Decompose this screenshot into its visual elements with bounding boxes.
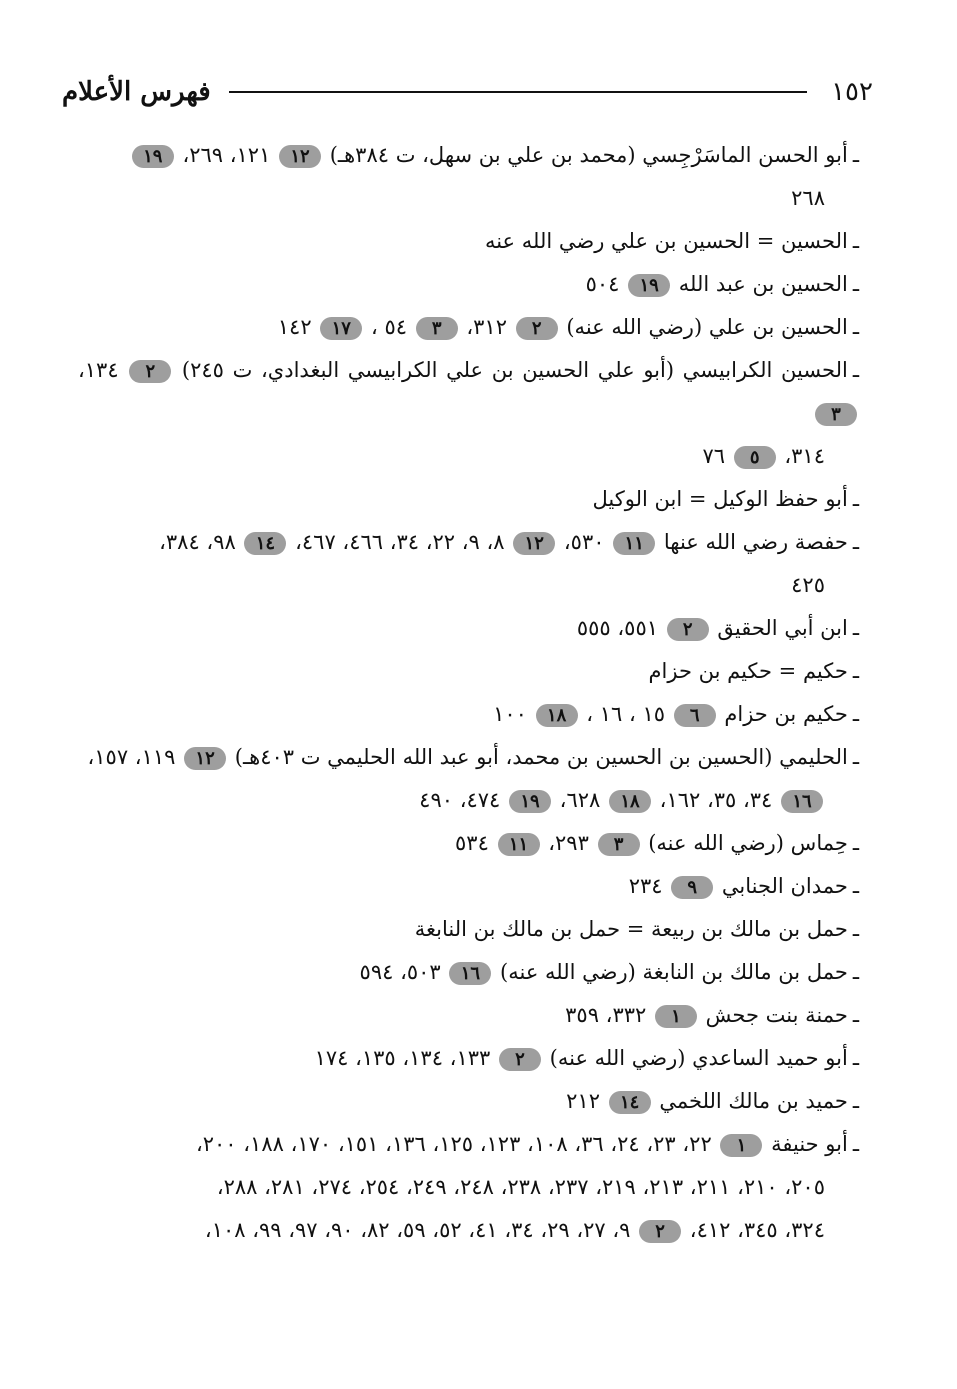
volume-number-badge: ٩ — [671, 876, 713, 899]
index-entries — [78, 134, 859, 1252]
index-entry — [78, 521, 859, 607]
index-entry — [78, 1037, 859, 1080]
entry-text: أبو حميد الساعدي (رضي الله عنه) — [542, 1046, 848, 1070]
entry-continuation — [78, 779, 825, 822]
entry-text: ٦٢٨، — [553, 788, 607, 812]
index-entry — [78, 263, 859, 306]
entry-text: ٥٠٤ — [585, 272, 627, 296]
volume-number-badge: ٣ — [815, 403, 857, 426]
volume-number-badge: ١٦ — [781, 790, 823, 813]
entry-text: حكيم بن حزام — [717, 702, 848, 726]
index-entry — [78, 134, 859, 220]
entry-text: حِماس (رضي الله عنه) — [641, 831, 848, 855]
page-number: ١٥٢ — [831, 77, 873, 107]
index-entry — [78, 1123, 859, 1252]
volume-number-badge: ٢ — [516, 317, 558, 340]
entry-dash: ـ — [852, 1046, 859, 1070]
entry-dash: ـ — [852, 745, 859, 769]
entry-dash: ـ — [852, 1132, 859, 1156]
volume-number-badge: ١٧ — [320, 317, 362, 340]
entry-text: ٢٩٣، — [541, 831, 596, 855]
volume-number-badge: ٢ — [129, 360, 171, 383]
volume-number-badge: ٣ — [598, 833, 640, 856]
entry-text: ٢٣٤ — [628, 874, 670, 898]
volume-number-badge: ٥ — [734, 446, 776, 469]
entry-dash: ـ — [852, 143, 859, 167]
index-entry — [78, 994, 859, 1037]
entry-continuation — [78, 1166, 825, 1209]
entry-continuation — [78, 177, 825, 220]
entry-dash: ـ — [852, 1003, 859, 1027]
entry-text: الحسين الكرابيسي (أبو علي الحسين بن علي الكرابيسي البغدادي، ت ٢٤٥) — [173, 358, 848, 382]
volume-number-badge: ١٢ — [279, 145, 321, 168]
entry-text: ٥٤ ، — [364, 315, 414, 339]
entry-text: ٥٣٠، — [557, 530, 612, 554]
volume-number-badge: ١ — [720, 1134, 762, 1157]
entry-dash: ـ — [852, 315, 859, 339]
index-entry — [78, 607, 859, 650]
volume-number-badge: ٦ — [674, 704, 716, 727]
entry-text: ٩٨، ٣٨٤، — [159, 530, 243, 554]
entry-text: الحسين = الحسين بن علي رضي الله عنه — [484, 229, 848, 253]
entry-continuation — [78, 564, 825, 607]
entry-text: ٥٣٤ — [455, 831, 496, 855]
entry-text: الحسين بن علي (رضي الله عنه) — [559, 315, 848, 339]
entry-text: الحسين بن عبد الله — [672, 272, 848, 296]
volume-number-badge: ١١ — [613, 532, 655, 555]
entry-text: ٤٢٥ — [791, 573, 825, 597]
entry-text: حكيم = حكيم بن حزام — [648, 659, 848, 683]
entry-dash: ـ — [852, 1089, 859, 1113]
index-entry — [78, 220, 859, 263]
index-entry — [78, 693, 859, 736]
entry-text: ٥٥١، ٥٥٥ — [576, 616, 665, 640]
entry-text: حمنة بنت جحش — [698, 1003, 848, 1027]
page-header — [62, 72, 873, 112]
entry-text: ٢٠٥، ٢١٠، ٢١١، ٢١٣، ٢١٩، ٢٣٧، ٢٣٨، ٢٤٨، ٢٤٩، ٢٥٤، ٢٧٤، ٢٨١، ٢٨٨، — [216, 1175, 825, 1199]
volume-number-badge: ١٤ — [244, 532, 286, 555]
entry-dash: ـ — [852, 659, 859, 683]
entry-text: أبو حنيفة — [764, 1132, 848, 1156]
entry-text: حفصة رضي الله عنها — [657, 530, 848, 554]
entry-dash: ـ — [852, 358, 860, 382]
entry-text: حمل بن مالك بن ربيعة = حمل بن مالك بن النابغة — [414, 917, 848, 941]
entry-text: ٧٦ — [702, 444, 732, 468]
volume-number-badge: ١٨ — [609, 790, 651, 813]
entry-text: ٥٠٣، ٥٩٤ — [359, 960, 448, 984]
entry-text: ٢٦٨ — [791, 186, 825, 210]
volume-number-badge: ٣ — [416, 317, 458, 340]
entry-dash: ـ — [852, 229, 859, 253]
entry-text: ١٣٣، ١٣٤، ١٣٥، ١٧٤ — [314, 1046, 497, 1070]
index-entry — [78, 306, 859, 349]
entry-text: أبو حفظ الوكيل = ابن الوكيل — [592, 487, 848, 511]
volume-number-badge: ١٩ — [132, 145, 174, 168]
index-entry — [78, 736, 859, 822]
entry-dash: ـ — [852, 874, 859, 898]
index-entry — [78, 349, 859, 478]
entry-text: ١٥ ، ١٦ ، — [579, 702, 672, 726]
volume-number-badge: ١٩ — [628, 274, 670, 297]
volume-number-badge: ١٨ — [536, 704, 578, 727]
entry-dash: ـ — [852, 530, 859, 554]
entry-dash: ـ — [852, 960, 859, 984]
entry-text: الحليمي (الحسين بن الحسين بن محمد، أبو عبد الله الحليمي ت ٤٠٣هـ) — [228, 745, 848, 769]
entry-dash: ـ — [852, 272, 859, 296]
volume-number-badge: ٢ — [639, 1220, 681, 1243]
entry-dash: ـ — [852, 831, 859, 855]
volume-number-badge: ١٦ — [449, 962, 491, 985]
entry-text: ٣١٤، — [777, 444, 825, 468]
entry-text: ١٤٢ — [277, 315, 319, 339]
entry-dash: ـ — [852, 487, 859, 511]
entry-continuation — [78, 435, 825, 478]
entry-text: ٣٤، ٣٥، ١٦٢، — [652, 788, 779, 812]
entry-text: ١٣٤، — [78, 358, 128, 382]
entry-text: ١٠٠ — [493, 702, 534, 726]
volume-number-badge: ١٤ — [609, 1091, 651, 1114]
index-entry — [78, 478, 859, 521]
index-entry — [78, 1080, 859, 1123]
entry-text: ١١٩، ١٥٧، — [87, 745, 183, 769]
volume-number-badge: ١١ — [498, 833, 540, 856]
running-title: فهرس الأعلام — [62, 77, 211, 107]
entry-continuation — [78, 1209, 825, 1252]
volume-number-badge: ١٩ — [509, 790, 551, 813]
volume-number-badge: ١٢ — [513, 532, 555, 555]
volume-number-badge: ٢ — [667, 618, 709, 641]
entry-dash: ـ — [852, 616, 859, 640]
index-entry — [78, 650, 859, 693]
entry-text: ٨، ٩، ٢٢، ٣٤، ٤٦٦، ٤٦٧، — [288, 530, 512, 554]
entry-dash: ـ — [852, 702, 859, 726]
index-entry — [78, 822, 859, 865]
entry-text: ابن أبي الحقيق — [710, 616, 848, 640]
volume-number-badge: ١٢ — [184, 747, 226, 770]
entry-text: حميد بن مالك اللخمي — [652, 1089, 848, 1113]
entry-text: ٣٢٤، ٣٤٥، ٤١٢، — [683, 1218, 825, 1242]
header-rule — [229, 91, 807, 93]
volume-number-badge: ١ — [655, 1005, 697, 1028]
volume-number-badge: ٢ — [499, 1048, 541, 1071]
entry-text: ٣١٢، — [459, 315, 514, 339]
entry-text: ١٢١، ٢٦٩، — [175, 143, 278, 167]
index-entry — [78, 865, 859, 908]
entry-text: ٣٣٢، ٣٥٩ — [565, 1003, 653, 1027]
entry-text: ٤٧٤، ٤٩٠ — [419, 788, 507, 812]
entry-text: حمل بن مالك بن النابغة (رضي الله عنه) — [493, 960, 848, 984]
index-entry — [78, 951, 859, 994]
entry-text: حمدان الجنابي — [715, 874, 848, 898]
entry-text: ٩، ٢٧، ٢٩، ٣٤، ٤١، ٥٢، ٥٩، ٨٢، ٩٠، ٩٧، ٩٩، ١٠٨، — [204, 1218, 638, 1242]
entry-text: أبو الحسن الماسَرْجِسي (محمد بن علي بن سهل، ت ٣٨٤هـ) — [323, 143, 848, 167]
entry-dash: ـ — [852, 917, 859, 941]
entry-text: ٢١٢ — [566, 1089, 607, 1113]
index-entry — [78, 908, 859, 951]
entry-text: ٢٢، ٢٣، ٢٤، ٣٦، ١٠٨، ١٢٣، ١٢٥، ١٣٦، ١٥١، ١٧٠، ١٨٨، ٢٠٠، — [195, 1132, 719, 1156]
